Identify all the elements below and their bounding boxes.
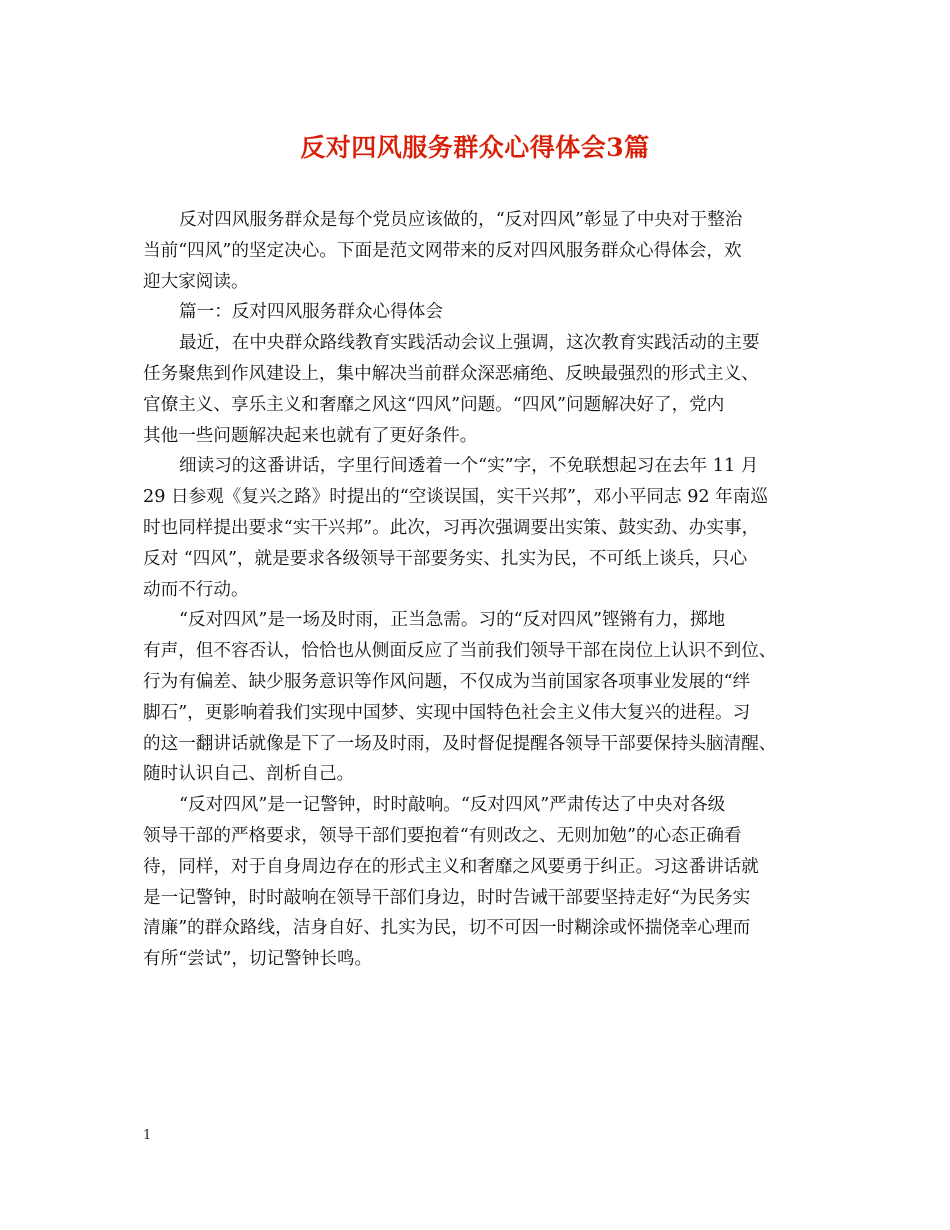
text-line: 清廉”的群众路线，洁身自好、扎实为民，切不可因一时糊涂或怀揣侥幸心理而 — [143, 918, 751, 939]
text-line: 脚石”，更影响着我们实现中国梦、实现中国特色社会主义伟大复兴的进程。习 — [143, 702, 751, 723]
text-line: 迎大家阅读。 — [143, 271, 249, 292]
text-line: 细读习的这番讲话，字里行间透着一个“实”字，不免联想起习在去年 11 月 — [179, 456, 759, 477]
document-title: 反对四风服务群众心得体会3篇 — [300, 133, 650, 162]
section-heading: 篇一：反对四风服务群众心得体会 — [179, 302, 443, 323]
page-number: 1 — [143, 1128, 152, 1143]
text-line: 有所“尝试”，切记警钟长鸣。 — [143, 949, 373, 970]
text-line: 动而不行动。 — [143, 579, 249, 600]
text-line: 反对四风服务群众是每个党员应该做的，“反对四风”彰显了中央对于整治 — [179, 210, 743, 230]
text-line: 当前“四风”的坚定决心。下面是范文网带来的反对四风服务群众心得体会，欢 — [143, 240, 742, 261]
text-line: 领导干部的严格要求，领导干部们要抱着“有则改之、无则加勉”的心态正确看 — [143, 825, 742, 846]
text-line: 任务聚焦到作风建设上，集中解决当前群众深恶痛绝、反映最强烈的形式主义、 — [143, 363, 759, 384]
text-line: 是一记警钟，时时敲响在领导干部们身边，时时告诫干部要坚持走好“为民务实 — [143, 887, 751, 908]
text-line: 的这一翻讲话就像是下了一场及时雨，及时督促提醒各领导干部要保持头脑清醒、 — [143, 733, 777, 754]
text-line: 最近，在中央群众路线教育实践活动会议上强调，这次教育实践活动的主要 — [179, 333, 760, 354]
text-line: 行为有偏差、缺少服务意识等作风问题，不仅成为当前国家各项事业发展的“绊 — [143, 671, 751, 692]
document-body — [143, 205, 811, 975]
text-line: 其他一些问题解决起来也就有了更好条件。 — [143, 425, 478, 446]
text-line: 随时认识自己、剖析自己。 — [143, 764, 355, 785]
text-line: 有声，但不容否认，恰恰也从侧面反应了当前我们领导干部在岗位上认识不到位、 — [143, 641, 777, 662]
text-line: “反对四风”是一场及时雨，正当急需。习的“反对四风”铿锵有力，掷地 — [179, 610, 726, 631]
text-line: 待，同样，对于自身周边存在的形式主义和奢靡之风要勇于纠正。习这番讲话就 — [143, 856, 759, 877]
text-line: 反对 “四风”，就是要求各级领导干部要务实、扎实为民，不可纸上谈兵，只心 — [143, 548, 748, 569]
text-line: 时也同样提出要求“实干兴邦”。此次，习再次强调要出实策、鼓实劲、办实事， — [143, 517, 760, 538]
text-line: “反对四风”是一记警钟，时时敲响。“反对四风”严肃传达了中央对各级 — [179, 795, 726, 816]
text-line: 官僚主义、享乐主义和奢靡之风这“四风”问题。“四风”问题解决好了，党内 — [143, 394, 725, 415]
text-line: 29 日参观《复兴之路》时提出的“空谈误国，实干兴邦”，邓小平同志 92 年南巡 — [143, 487, 768, 508]
